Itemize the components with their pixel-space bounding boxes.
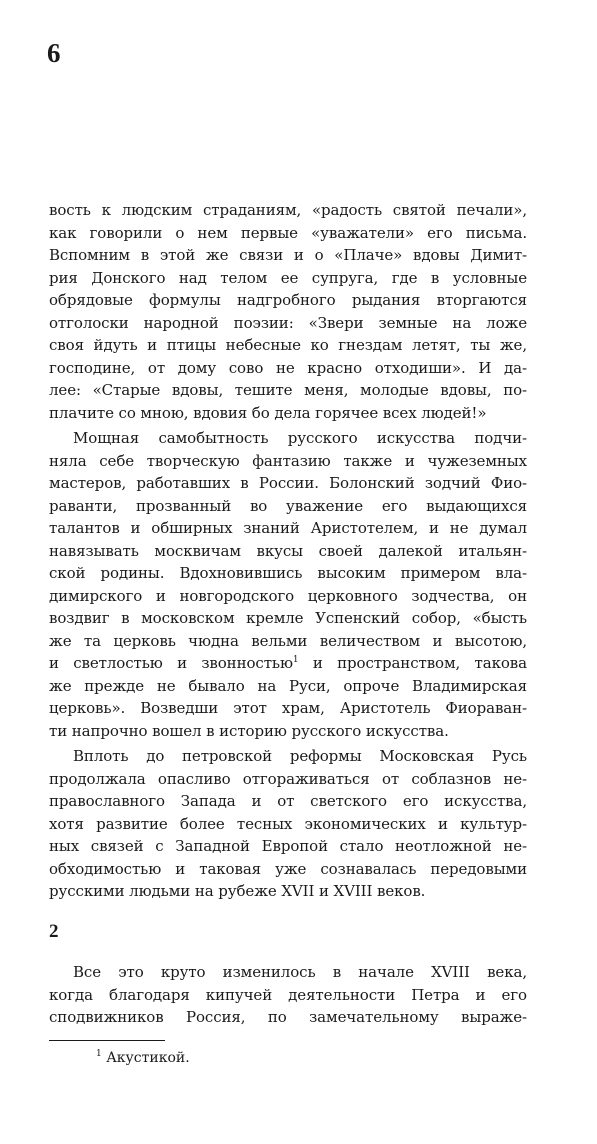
text-line: православного Запада и от светского его искусства,	[49, 792, 527, 810]
text-line: Мощная самобытность русского искусства подчи-	[73, 429, 527, 447]
text-line: хотя развитие более тесных экономических и культур-	[49, 814, 527, 833]
text-line: обрядовые формулы надгробного рыдания вторгаются	[49, 291, 527, 309]
text-line: господине, от дому сово не красно отходиши». И да-	[49, 358, 527, 377]
text-line: обходимостью и таковая уже сознавалась передовыми	[49, 859, 527, 878]
text-line: талантов и обширных знаний Аристотелем, и не думал	[49, 519, 527, 537]
text-line: ных связей с Западной Европой стало неотложной не-	[49, 837, 527, 855]
text-line: церковь». Возведши этот храм, Аристотель Фиораван-	[49, 699, 527, 717]
text-line: же та церковь чюдна вельми величеством и высотою,	[49, 631, 527, 650]
paragraph-3	[49, 745, 527, 903]
text-line: вость к людским страданиям, «радость святой печали»,	[49, 201, 527, 219]
section-number: 2	[49, 921, 59, 942]
text-line: няла себе творческую фантазию также и чужеземных	[49, 451, 527, 470]
text-line: воздвиг в московском кремле Успенский собор, «бысть	[49, 609, 527, 627]
section-paragraph	[49, 961, 527, 1029]
text-line: как говорили о нем первые «уважатели» его письма.	[49, 223, 527, 242]
text-line: плачите со мною, вдовия бо дела горячее всех людей!»	[49, 403, 487, 422]
text-line: рия Донского над телом ее супруга, где в условные	[49, 268, 527, 287]
text-line: ской родины. Вдохновившись высоким примером вла-	[49, 564, 527, 582]
text-line: Вспомним в этой же связи и о «Плаче» вдовы Димит-	[49, 246, 527, 264]
text-line: сподвижников Россия, по замечательному выраже-	[49, 1008, 527, 1026]
paragraph-2	[49, 427, 527, 742]
text-fragment: и светлостью и звонностью	[49, 654, 293, 672]
text-line: мастеров, работавших в России. Болонский зодчий Фио-	[49, 474, 527, 492]
text-line: навязывать москвичам вкусы своей далекой итальян-	[49, 541, 527, 560]
text-line: отголоски народной поэзии: «Звери земные на ложе	[49, 313, 527, 332]
footnote-text: Акустикой.	[106, 1050, 190, 1066]
text-line: продолжала опасливо отгораживаться от соблазнов не-	[49, 769, 527, 788]
body-text	[49, 199, 527, 903]
text-line: Вплоть до петровской реформы Московская Русь	[73, 747, 527, 765]
text-line: ти напрочно вошел в историю русского искусства.	[49, 721, 449, 740]
text-line: когда благодаря кипучей деятельности Петра и его	[49, 985, 527, 1004]
text-fragment: и пространством, такова	[298, 654, 527, 672]
text-line: лее: «Старые вдовы, тешите меня, молодые вдовы, по-	[49, 381, 527, 399]
paragraph-1	[49, 199, 527, 424]
text-line: своя йдуть и птицы небесные ко гнездам летят, ты же,	[49, 336, 527, 354]
footnote-divider	[49, 1040, 165, 1041]
page-number: 6	[47, 38, 61, 68]
text-line-with-footnote	[49, 652, 527, 675]
footnote-mark: 1	[96, 1049, 102, 1059]
text-line: димирского и новгородского церковного зодчества, он	[49, 586, 527, 605]
text-line: Все это круто изменилось в начале XVIII века,	[73, 963, 527, 981]
text-line: же прежде не бывало на Руси, опроче Владимирская	[49, 676, 527, 695]
text-line: раванти, прозванный во уважение его выдающихся	[49, 496, 527, 515]
footnote	[96, 1048, 190, 1068]
footnote-reference: 1	[292, 655, 299, 665]
text-line: русскими людьми на рубеже XVII и XVIII веков.	[49, 882, 426, 900]
